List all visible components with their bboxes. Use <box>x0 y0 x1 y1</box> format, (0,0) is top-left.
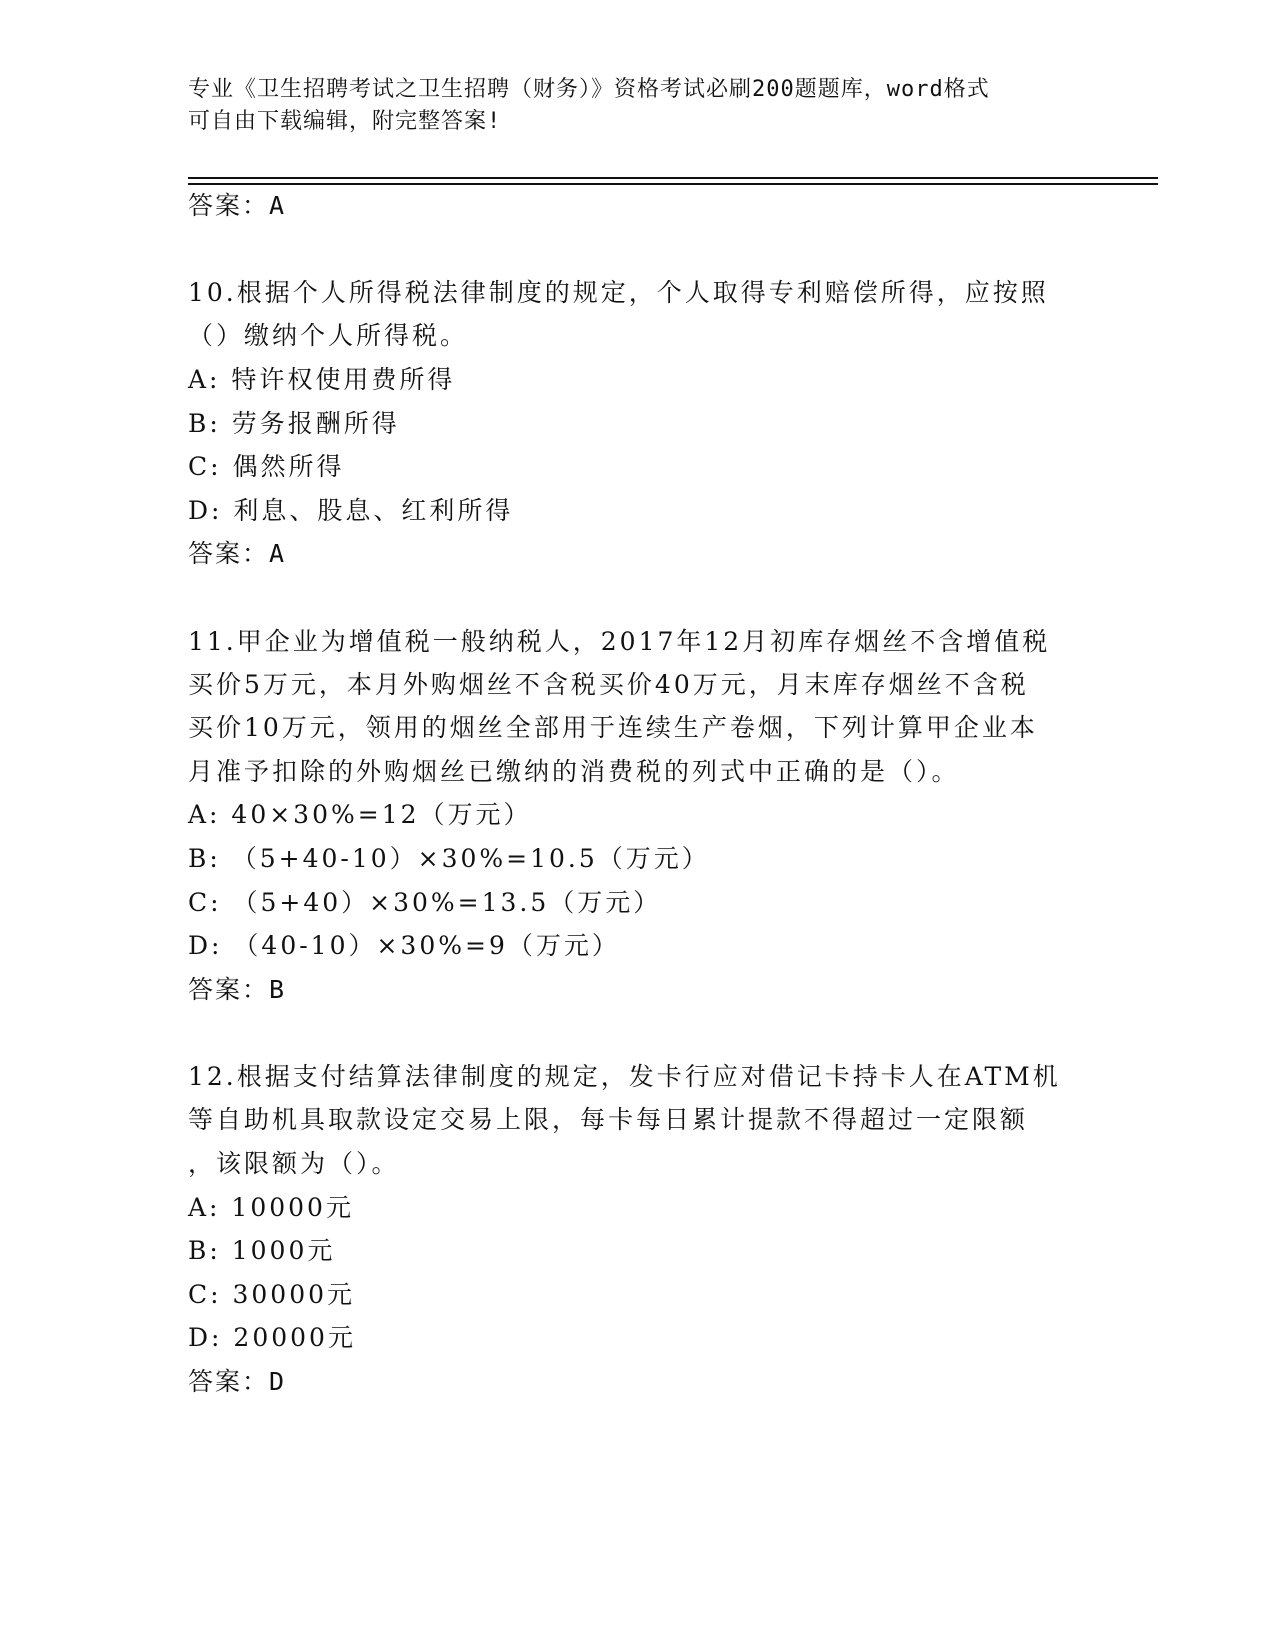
question-11-option-b: B: （5+40-10）×30%=10.5（万元） <box>188 844 710 873</box>
question-12-text-1: 12.根据支付结算法律制度的规定，发卡行应对借记卡持卡人在ATM机 <box>188 1062 1061 1091</box>
question-10-option-a: A: 特许权使用费所得 <box>188 365 456 394</box>
question-10-option-b: B: 劳务报酬所得 <box>188 409 400 438</box>
question-11-option-c: C: （5+40）×30%=13.5（万元） <box>188 888 662 917</box>
question-12-option-c: C: 30000元 <box>188 1280 356 1309</box>
question-11-option-d: D: （40-10）×30%=9（万元） <box>188 931 620 960</box>
question-12-answer: 答案：D <box>188 1367 287 1396</box>
question-10-text-2: （）缴纳个人所得税。 <box>188 321 469 350</box>
question-10-option-d: D: 利息、股息、红利所得 <box>188 496 514 525</box>
question-12-option-b: B: 1000元 <box>188 1236 336 1265</box>
header-rule-bottom <box>188 183 1158 185</box>
question-11-answer: 答案：B <box>188 975 287 1004</box>
header-line-1: 专业《卫生招聘考试之卫生招聘（财务）》资格考试必刷200题题库，word格式 <box>188 77 990 102</box>
header-line-2: 可自由下载编辑，附完整答案! <box>188 109 502 134</box>
question-12-text-3: ，该限额为（）。 <box>188 1149 400 1178</box>
question-11-text-2: 买价5万元，本月外购烟丝不含税买价40万元，月末库存烟丝不含税 <box>188 670 1029 699</box>
question-12-option-d: D: 20000元 <box>188 1323 356 1352</box>
page-header <box>188 74 1068 138</box>
question-11-text-4: 月准予扣除的外购烟丝已缴纳的消费税的列式中正确的是（）。 <box>188 757 960 786</box>
question-10-text-1: 10.根据个人所得税法律制度的规定，个人取得专利赔偿所得，应按照 <box>188 278 1049 307</box>
question-11-text-1: 11.甲企业为增值税一般纳税人，2017年12月初库存烟丝不含增值税 <box>188 627 1051 656</box>
header-rule-top <box>188 177 1158 179</box>
question-11-text-3: 买价10万元，领用的烟丝全部用于连续生产卷烟，下列计算甲企业本 <box>188 713 1038 742</box>
prev-answer: 答案：A <box>188 191 287 220</box>
question-12-option-a: A: 10000元 <box>188 1193 354 1222</box>
question-12-text-2: 等自助机具取款设定交易上限，每卡每日累计提款不得超过一定限额 <box>188 1105 1029 1134</box>
question-11-option-a: A: 40×30%=12（万元） <box>188 800 532 829</box>
question-10-option-c: C: 偶然所得 <box>188 452 345 481</box>
question-10-answer: 答案：A <box>188 539 287 568</box>
